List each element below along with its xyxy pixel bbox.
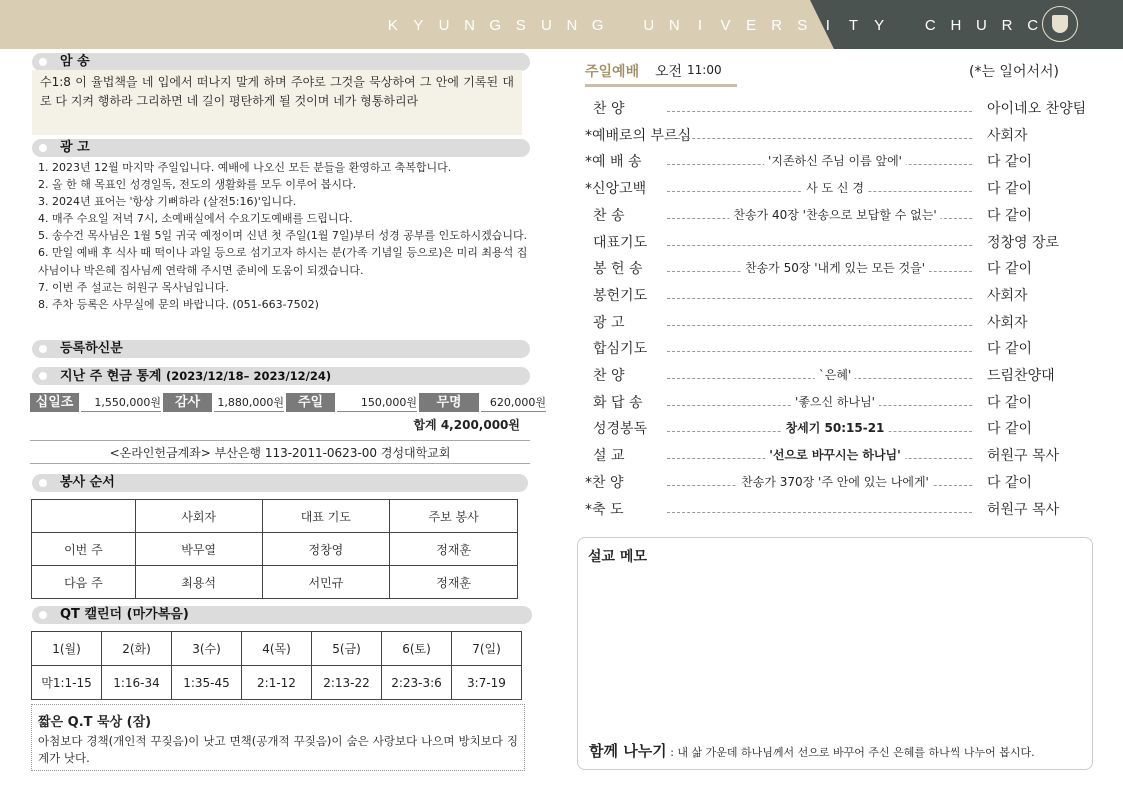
worship-time: 11:00 [687,63,722,77]
worship-order-row [585,392,1095,418]
table-cell: 사회자 [135,500,262,533]
sermon-memo-box [577,537,1093,770]
worship-time-label: 오전 [655,64,683,80]
order-leader: 다 같이 [987,181,1033,198]
title-letter: H [950,17,962,34]
order-item: 찬 양 [593,368,625,384]
order-item: *찬 양 [585,474,624,491]
worship-order-row [585,205,1095,231]
order-leader: 다 같이 [987,261,1033,278]
order-item: 광 고 [593,314,625,331]
order-item: 합심기도 [593,341,648,358]
title-letter: U [643,17,655,34]
share-text: : 내 삶 가운데 하나님께서 선으로 바꾸어 주신 은혜를 하나씩 나누어 봅시다. [670,746,1035,759]
table-row [32,500,518,533]
table-cell: 2:1-12 [242,666,312,700]
worship-order-row [585,98,1095,124]
order-item: 대표기도 [593,234,648,251]
leader-line [667,351,972,352]
table-cell: 5(금) [312,632,382,666]
table-cell: 정재훈 [390,533,518,566]
order-item: *축 도 [585,501,624,518]
table-cell: 막1:1-15 [32,666,102,700]
announcement-item: 8. 주차 등록은 사무실에 문의 바랍니다. (051-663-7502) [38,297,319,311]
table-cell: 서민규 [262,566,390,599]
order-detail: 찬송가 50장 '내게 있는 모든 것을' [741,259,929,276]
meditation-text: 아첨보다 경책(개인적 꾸짖음)이 낫고 면책(공개적 꾸짖음)이 숨은 사랑보다 나으며 방치보다 징계가 낫다. [38,734,518,765]
service-order-heading: 봉사 순서 [32,474,528,492]
announcement-item: 6. 만일 예배 후 식사 때 떡이나 과일 등으로 섬기고자 하시는 분(가족 기념일 등으로)은 미리 최용석 집사님이나 박은혜 집사님께 연락해 주시면 준비에 도움이 되겠습니다. [38,246,528,277]
title-letter: U [976,17,987,34]
title-letter: N [464,17,475,34]
title-letter: T [848,17,859,34]
worship-order-row [585,472,1095,498]
offering-stats [30,393,546,412]
title-letter: C [1027,17,1039,34]
order-detail: '좋으신 하나님' [791,393,879,410]
church-shield-emblem-icon [1042,6,1078,42]
table-cell: 최용석 [135,566,262,599]
worship-order-row [585,258,1095,284]
table-cell: 이번 주 [32,533,136,566]
sermon-memo-heading: 설교 메모 [588,549,647,565]
order-leader: 다 같이 [987,207,1033,224]
order-leader: 다 같이 [987,421,1033,438]
worship-order-row [585,312,1095,338]
order-detail: 찬송가 40장 '찬송으로 보답할 수 없는' [729,206,940,223]
order-item: 찬 송 [593,207,625,224]
worship-order-row [585,232,1095,258]
title-letter: U [540,17,552,34]
order-leader: 다 같이 [987,154,1033,171]
order-leader: 다 같이 [987,474,1033,491]
title-letter: S [797,17,808,34]
worship-order-row [585,445,1095,471]
order-item: 봉헌기도 [593,287,648,304]
worship-order-row [585,151,1095,177]
announcement-item: 4. 매주 수요일 저녁 7시, 소예배실에서 수요기도예배를 드립니다. [38,212,353,226]
worship-order-row [585,125,1095,151]
title-letter: C [924,17,936,34]
order-leader: 드림찬양대 [987,368,1055,384]
title-letter: I [697,17,702,34]
order-item: *예 배 송 [585,154,642,171]
table-cell: 7(일) [452,632,522,666]
announcement-item: 1. 2023년 12월 마지막 주일입니다. 예배에 나오신 모든 분들을 환영하고 축복합니다. [38,161,452,174]
offering-label: 무명 [419,393,479,412]
table-cell: 3:7-19 [452,666,522,700]
worship-title: 주일예배 [585,64,640,80]
meditation-heading: 짧은 Q.T 묵상 (잠) [38,715,152,730]
table-cell: 2:23-3:6 [382,666,452,700]
title-letter: G [489,17,501,34]
church-title [380,17,1071,34]
worship-order-row [585,338,1095,364]
offering-heading: 지난 주 현금 통계 (2023/12/18– 2023/12/24) [32,367,530,385]
table-cell: 2(화) [102,632,172,666]
order-leader: 정창영 장로 [987,234,1060,251]
qt-heading: QT 캘린더 (마가복음) [32,606,532,624]
table-row [32,666,522,700]
order-detail: '지존하신 주님 이름 앞에' [764,152,906,169]
worship-underline [585,84,737,87]
order-leader: 허원구 목사 [987,501,1060,518]
header-bar [0,0,1123,49]
leader-line [667,245,972,246]
order-item: 봉 헌 송 [593,261,643,278]
leader-line [667,138,972,139]
order-item: 화 답 송 [593,394,643,411]
title-letter: Y [413,17,424,34]
worship-order-row [585,365,1095,391]
leader-line [667,298,972,299]
title-letter: Y [874,17,885,34]
order-detail: 찬송가 370장 '주 안에 있는 나에게' [737,473,933,490]
worship-order-row [585,178,1095,204]
offering-value: 1,880,000원 [214,393,284,412]
title-letter: I [825,17,830,34]
title-letter: K [387,17,398,34]
order-leader: 사회자 [987,287,1028,304]
announcement-item: 3. 2024년 표어는 '항상 기뻐하라 (살전5:16)'입니다. [38,195,297,209]
title-letter: V [720,17,731,34]
title-letter: N [566,17,578,34]
table-cell: 1:16-34 [102,666,172,700]
announcement-heading: 광 고 [32,139,530,157]
order-item: *신앙고백 [585,181,647,198]
table-cell: 6(토) [382,632,452,666]
order-leader: 허원구 목사 [987,448,1060,465]
offering-label: 감사 [163,393,212,412]
table-cell: 주보 봉사 [390,500,518,533]
announcement-item: 5. 송수건 목사님은 1월 5일 귀국 예정이며 신년 첫 주일(1월 7일)부터 성경 공부를 인도하시겠습니다. [38,229,528,243]
title-letter: S [515,17,526,34]
table-cell: 4(목) [242,632,312,666]
share-title: 함께 나누기 [589,742,667,760]
announcement-item: 7. 이번 주 설교는 허원구 목사님입니다. [38,280,229,294]
order-leader: 사회자 [987,314,1028,331]
table-cell: 정재훈 [390,566,518,599]
title-letter: N [668,17,680,34]
newcomers-heading: 등록하신분 [32,340,530,358]
standing-note: (*는 일어서서) [969,64,1059,80]
qt-calendar-table [31,631,522,700]
table-cell [32,500,136,533]
order-detail: 창세기 50:15-21 [782,419,889,436]
online-account: <온라인헌금계좌> 부산은행 113-2011-0623-00 경성대학교회 [30,440,530,464]
leader-line [667,325,972,326]
table-cell: 박무열 [135,533,262,566]
table-cell: 3(수) [172,632,242,666]
order-item: 찬 양 [593,101,625,117]
table-cell: 대표 기도 [262,500,390,533]
order-detail: '선으로 바꾸시는 하나님' [765,446,905,463]
order-detail: 사 도 신 경 [802,179,868,196]
offering-label: 십일조 [30,393,79,412]
order-item: 설 교 [593,448,625,465]
memory-heading: 암 송 [32,53,530,71]
table-cell: 1:35-45 [172,666,242,700]
table-row [32,533,518,566]
table-cell: 정창영 [262,533,390,566]
table-row [32,566,518,599]
order-leader: 사회자 [987,127,1028,144]
announcement-list [38,159,528,313]
memory-verse: 수1:8 이 율법책을 네 입에서 떠나지 말게 하며 주야로 그것을 묵상하여 그 안에 기록된 대로 다 지켜 행하라 그리하면 네 길이 평탄하게 될 것이며 네가 형통하리라 [32,70,522,135]
share-together [589,740,1035,761]
worship-order-row [585,285,1095,311]
meditation-box [31,704,525,771]
order-leader: 다 같이 [987,394,1033,411]
title-letter: R [1001,17,1013,34]
offering-value: 620,000원 [481,393,546,412]
title-letter: U [438,17,450,34]
offering-value: 1,550,000원 [81,393,161,412]
offering-total: 합계 4,200,000원 [413,418,520,432]
title-letter: R [771,17,783,34]
leader-line [667,111,972,112]
offering-value: 150,000원 [337,393,417,412]
offering-label: 주일 [286,393,335,412]
order-leader: 다 같이 [987,341,1033,358]
worship-order-row [585,418,1095,444]
leader-line [667,512,972,513]
worship-order-row [585,499,1095,525]
order-item: 성경봉독 [593,421,648,438]
order-leader: 아이네오 찬양팀 [987,101,1087,117]
table-row [32,632,522,666]
table-cell: 다음 주 [32,566,136,599]
announcement-item: 2. 올 한 해 목표인 성경일독, 전도의 생활화를 모두 이루어 봅시다. [38,178,357,192]
title-letter: E [746,17,757,34]
table-cell: 2:13-22 [312,666,382,700]
order-detail: `은혜' [815,366,855,383]
order-item: *예배로의 부르심 [585,127,692,144]
table-cell: 1(월) [32,632,102,666]
title-letter: G [591,17,604,34]
service-order-table [31,499,518,599]
